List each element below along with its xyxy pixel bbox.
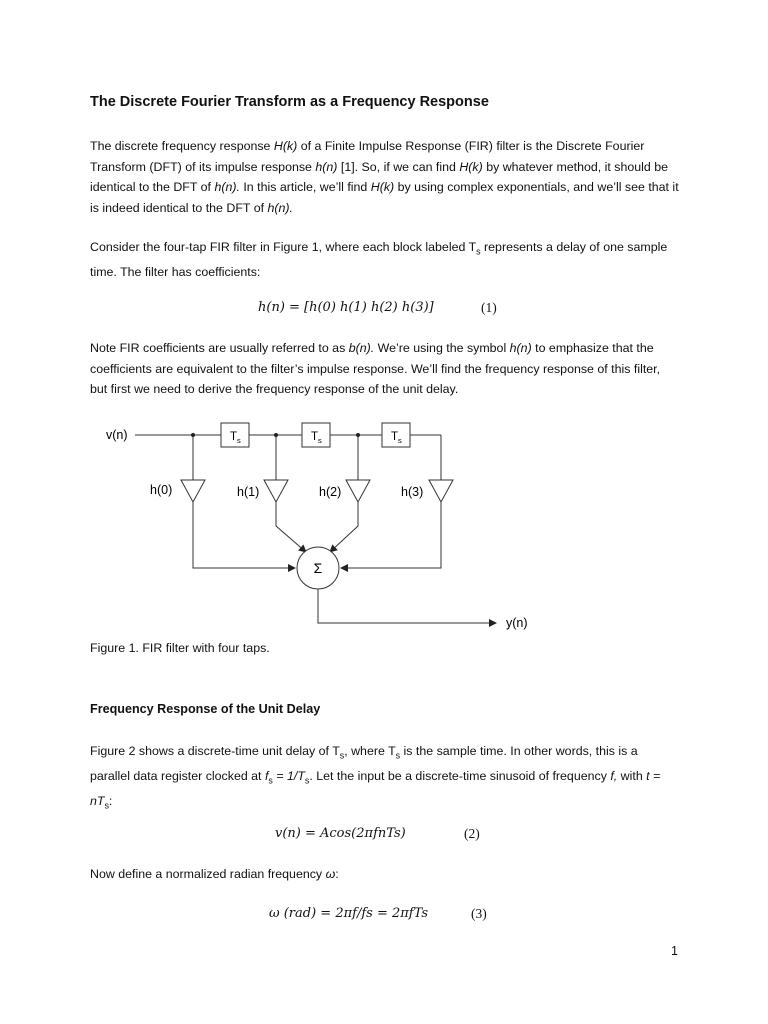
- figure-caption: Figure 1. FIR filter with four taps.: [90, 641, 270, 655]
- fir-filter-diagram: [0, 400, 768, 640]
- document-title: The Discrete Fourier Transform as a Frequency Response: [90, 94, 489, 110]
- sigma-symbol: Σ: [313, 560, 323, 576]
- equation-1-number: (1): [481, 300, 497, 315]
- gain-triangle-3: [429, 480, 453, 502]
- text-run: In this article, we’ll find: [239, 180, 371, 194]
- text-run: by whatever method, it should be identical to the DFT of: [90, 159, 669, 194]
- junction-dot: [191, 433, 195, 437]
- text-run: Now define a normalized radian frequency: [90, 867, 326, 881]
- text-run: . Let the input be a discrete-time sinusoid of frequency: [309, 768, 611, 783]
- output-wire: [318, 589, 496, 623]
- text-run: = 1/T: [272, 768, 305, 783]
- text-run: We’re using the symbol: [374, 341, 510, 355]
- text-run: :: [108, 793, 113, 808]
- normalized-frequency-paragraph: [90, 864, 680, 885]
- equation-2-number: (2): [464, 826, 480, 841]
- equation-1: h(n) = [h(0) h(1) h(2) h(3)]: [258, 300, 434, 315]
- text-run: s: [268, 775, 273, 786]
- input-label: v(n): [106, 428, 128, 442]
- tap-label-1: h(1): [237, 485, 260, 499]
- text-run: b(n).: [348, 341, 375, 355]
- text-run: to emphasize that the coefficients are equivalent to the filter’s impulse response. We’ll find the frequency response of this filter, but first we need to derive the frequency response of the unit delay.: [90, 341, 661, 396]
- text-run: h(n): [315, 159, 338, 174]
- text-run: H(k): [370, 180, 395, 194]
- intro-paragraph: [90, 136, 680, 218]
- output-label: y(n): [506, 616, 528, 630]
- equation-3-number: (3): [471, 906, 487, 921]
- text-run: Note FIR coefficients are usually referred to as: [90, 341, 349, 355]
- tap-path-3: [341, 502, 441, 568]
- text-run: by using complex exponentials, and we’ll see that it is indeed identical to the DFT of: [90, 180, 679, 215]
- gain-triangle-1: [264, 480, 288, 502]
- delay-label-1: $T_s$: [230, 431, 241, 445]
- tap-label-0: h(0): [150, 483, 173, 497]
- text-run: ω: [325, 867, 336, 881]
- junction-dot: [274, 433, 278, 437]
- page-number: 1: [671, 944, 678, 958]
- text-run: t = nT: [90, 768, 661, 808]
- delay-label-2: $T_s$: [311, 431, 322, 445]
- text-run: s: [104, 800, 109, 811]
- text-run: , where T: [344, 744, 396, 758]
- text-run: h(n): [509, 341, 532, 355]
- text-run: with: [617, 768, 647, 783]
- tap-path-1: [276, 502, 306, 552]
- equation-3: ω (rad) = 2πf/fs = 2πfTs: [269, 906, 428, 921]
- note-paragraph: [90, 338, 680, 400]
- text-run: Figure 2 shows a discrete-time unit delay of T: [90, 744, 340, 758]
- unit-delay-paragraph: [90, 741, 680, 816]
- text-run: H(k): [273, 139, 298, 153]
- tap-label-3: h(3): [401, 485, 424, 499]
- equation-2: v(n) = Acos(2πfnTs): [275, 826, 406, 841]
- text-run: [1]. So, if we can find: [337, 159, 460, 174]
- gain-triangle-2: [346, 480, 370, 502]
- gain-triangle-0: [181, 480, 205, 502]
- text-run: s: [395, 750, 401, 761]
- text-run: f,: [610, 768, 618, 783]
- text-run: s: [339, 750, 345, 761]
- section-heading: Frequency Response of the Unit Delay: [90, 702, 321, 716]
- text-run: is the sample time. In other words, this is a parallel data register clocked at: [90, 744, 638, 783]
- tap-label-2: h(2): [319, 485, 342, 499]
- text-run: s: [476, 246, 481, 257]
- filter-description-paragraph: [90, 237, 680, 282]
- text-run: h(n).: [214, 180, 240, 194]
- text-run: f: [264, 768, 269, 783]
- delay-label-3: $T_s$: [391, 431, 402, 445]
- tap-path-0: [193, 502, 295, 568]
- text-run: s: [304, 775, 310, 786]
- text-run: Consider the four-tap FIR filter in Figure 1, where each block labeled T: [90, 240, 477, 254]
- text-run: H(k): [459, 159, 483, 174]
- tap-path-2: [330, 502, 358, 552]
- text-run: represents a delay of one sample time. The filter has coefficients:: [90, 240, 668, 279]
- text-run: :: [335, 867, 339, 881]
- text-run: of a Finite Impulse Response (FIR) filter is the Discrete Fourier Transform (DFT) of its impulse response: [90, 139, 645, 174]
- text-run: The discrete frequency response: [90, 139, 274, 153]
- junction-dot: [356, 433, 360, 437]
- text-run: h(n).: [267, 200, 293, 215]
